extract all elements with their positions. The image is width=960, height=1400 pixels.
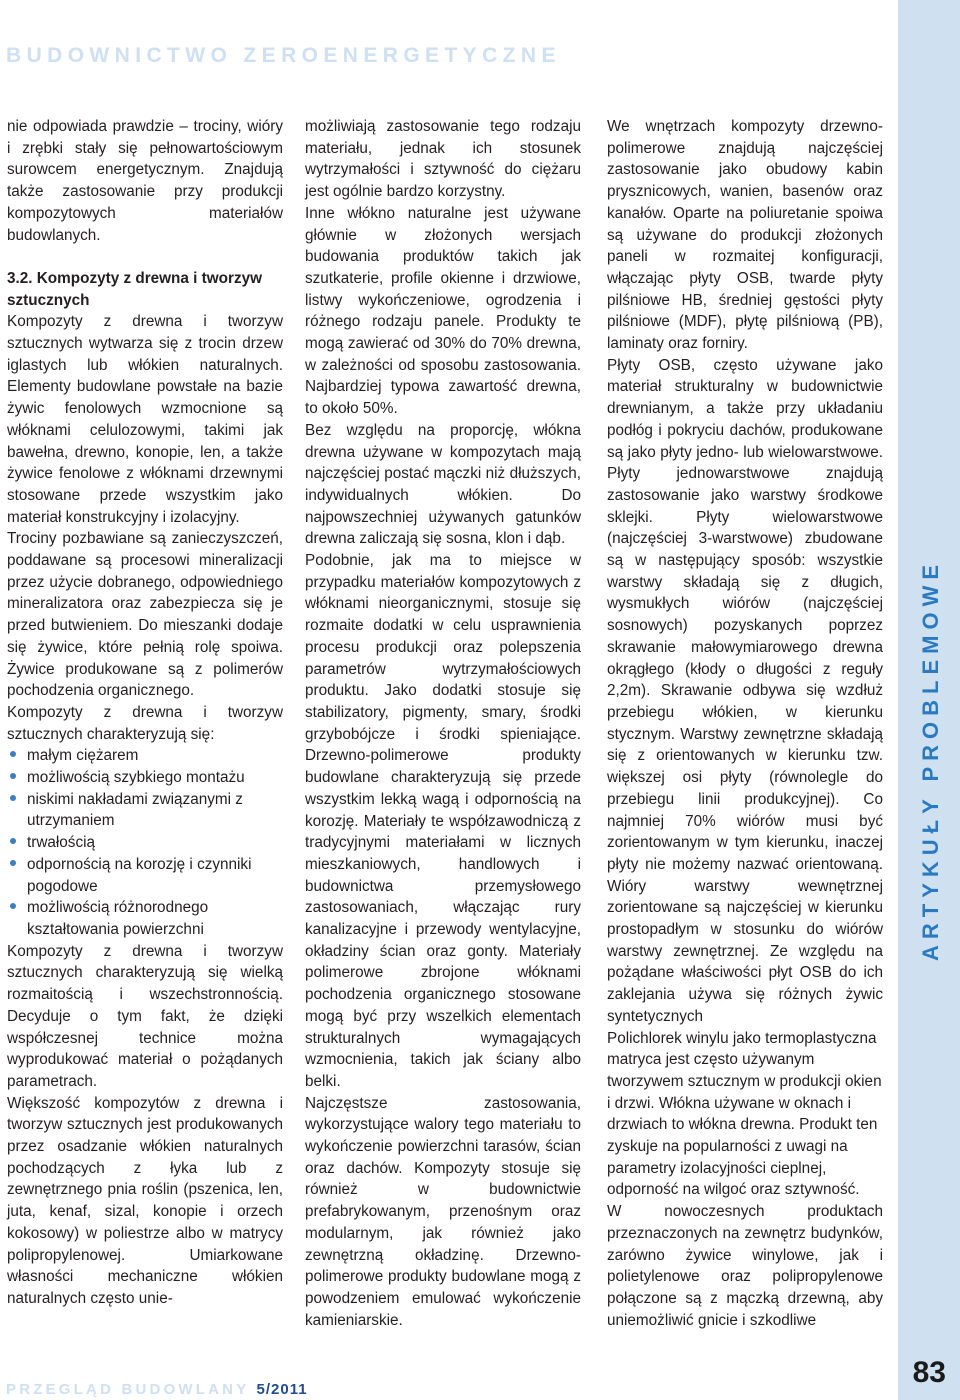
list-item: możliwością szybkiego montażu — [7, 767, 283, 789]
text-column-2 — [305, 116, 581, 1331]
bullet-icon — [10, 773, 16, 779]
paragraph: Polichlorek winylu jako termoplastyczna matryca jest często używanym tworzywem sztucznym w produkcji okien i drzwi. Włókna używane w oknach i drzwiach to włókna drewna. Produkt ten zyskuje na popularności z uwagi na parametry izolacyjności cieplnej, odporność na wilgoć oraz sztywność. — [607, 1029, 882, 1199]
bullet-list — [7, 745, 283, 940]
paragraph: Trociny pozbawiane są zanieczyszczeń, poddawane są procesowi mineralizacji przez użycie dobranego, odpowiedniego mineralizatora oraz zabezpiecza się je przed butwieniem. Do mieszanki dodaje się żywice, które pełnią rolę spoiwa. Żywice produkowane są z polimerów pochodzenia organicznego. — [7, 530, 283, 700]
bullet-icon — [10, 860, 16, 866]
section-heading: 3.2. Kompozyty z drewna i tworzyw sztucznych — [7, 269, 262, 309]
section-label: ARTYKUŁY PROBLEMOWE — [918, 558, 943, 962]
paragraph: nie odpowiada prawdzie – trociny, wióry i zrębki stały się pełnowartościowym surowcem energetycznym. Znajdują także zastosowanie przy produkcji kompozytowych materiałów budowlanych. — [7, 118, 283, 244]
paragraph: W nowoczesnych produktach przeznaczonych na zewnętrz budynków, zarówno żywice winylowe, jak i polietylenowe oraz polipropylenowe połączone są z mączką drzewną, aby uniemożliwić gnicie i szkodliwe — [607, 1203, 883, 1329]
running-header: BUDOWNICTWO ZEROENERGETYCZNE — [6, 44, 561, 67]
paragraph: Płyty OSB, często używane jako materiał strukturalny w budownictwie drewnianym, a także przy układaniu podłóg i pokryciu dachów, produkowane są jako płyty jedno- lub wielowarstwowe. Płyty jednowarstwowe znajdują zastosowanie jako warstwy środkowe sklejki. Płyty wielowarstwowe (najczęściej 3-warstwowe) zbudowane są w następujący sposób: wszystkie warstwy składają się z długich, wysmukłych wiórów (najczęściej sosnowych) pozyskanych poprzez skrawanie małowymiarowego drewna okrągłego (kłody o długości z reguły 2,2m). Skrawanie odbywa się wzdłuż przebiegu włókien, w kierunku stycznym. Warstwy zewnętrzne składają się z orientowanych w kierunku tzw. większej osi płyty (równolegle do przebiegu linii produkcyjnej). Co najmniej 70% wiórów musi być zorientowanym w tym kierunku, inaczej płyty nie możemy nazwać orientowaną. Wióry warstwy wewnętrznej zorientowane są najczęściej w kierunku prostopadłym w stosunku do wiórów warstwy zewnętrznej. Ze względu na pożądane właściwości płyt OSB do ich zaklejania używa się różnych żywic syntetycznych — [607, 356, 883, 1025]
publication-name: PRZEGLĄD BUDOWLANY — [6, 1381, 250, 1398]
paragraph: Bez względu na proporcję, włókna drewna używane w kompozytach mają najczęściej postać mączki niż dłuższych, indywidualnych włókien. Do najpowszechniej używanych gatunków drewna zaliczają się sosna, klon i dąb. — [305, 421, 581, 548]
paragraph: Większość kompozytów z drewna i tworzyw sztucznych jest produkowanych przez osadzanie włókien naturalnych pochodzących z łyka lub z zewnętrznego pnia roślin (pszenica, len, juta, kenaf, sizal, konopie i orzech kokosowy) w poliestrze albo w matrycy polipropylenowej. Umiarkowane własności mechaniczne włókien naturalnych często unie- — [7, 1094, 283, 1307]
list-item: trwałością — [7, 832, 283, 854]
bullet-icon — [10, 795, 16, 801]
list-item: odpornością na korozję i czynniki pogodowe — [7, 854, 283, 897]
list-item: możliwością różnorodnego kształtowania powierzchni — [7, 897, 283, 940]
paragraph: Kompozyty z drewna i tworzyw sztucznych wytwarza się z trocin drzew iglastych lub włókien naturalnych. Elementy budowlane powstałe na bazie żywic fenolowych wzmocnione są włóknami celulozowymi, takimi jak bawełna, drewno, konopie, len, a także żywice fenolowe z włóknami drzewnymi stosowane przede wszystkim jako materiał konstrukcyjny i izolacyjny. — [7, 313, 283, 526]
text-column-3 — [607, 116, 883, 1331]
list-item: małym ciężarem — [7, 745, 283, 767]
list-item: niskimi nakładami związanymi z utrzymaniem — [7, 789, 283, 832]
footer — [6, 1381, 308, 1398]
paragraph: Inne włókno naturalne jest używane głównie w złożonych wersjach budowania produktów takich jak szutkaterie, profile okienne i drzwiowe, listwy wykończeniowe, ogrodzenia i różnego rodzaju panele. Produkty te mogą zawierać od 30% do 70% drewna, w zależności od sposobu zastosowania. Najbardziej typowa zawartość drewna, to około 50%. — [305, 204, 581, 418]
paragraph: Kompozyty z drewna i tworzyw sztucznych charakteryzują się: — [7, 703, 283, 743]
bullet-icon — [10, 751, 16, 757]
paragraph: We wnętrzach kompozyty drzewno-polimerowe znajdują najczęściej zastosowanie jako obudowy kabin prysznicowych, wanien, basenów oraz kanałów. Oparte na poliuretanie spoiwa są używane do produkcji złożonych paneli w rozmaitej konfiguracji, włączając płyty OSB, twarde płyty pilśniowe HB, średniej gęstości płyty pilśniowe (MDF), płytę pilśniową (PB), laminaty oraz forniry. — [607, 118, 883, 353]
bullet-icon — [10, 903, 16, 909]
paragraph: Kompozyty z drewna i tworzyw sztucznych charakteryzują się wielką rozmaitością i wszechstronnością. Decyduje o tym fakt, że dzięki współczesnej technice można wyprodukować materiał o pożądanych parametrach. — [7, 942, 283, 1090]
paragraph: możliwiają zastosowanie tego rodzaju materiału, jednak ich stosunek wytrzymałości i sztywność do ciężaru jest ogólnie bardzo korzystny. — [305, 118, 581, 201]
paragraph: Podobnie, jak ma to miejsce w przypadku materiałów kompozytowych z włóknami nieorganicznymi, stosuje się rozmaite dodatki w celu usprawnienia procesu produkcji oraz polepszenia parametrów wytrzymałościowych produktu. Jako dodatki stosuje się stabilizatory, pigmenty, smary, środki grzybobójcze i środki spieniające. Drzewno-polimerowe produkty budowlane charakteryzują się przede wszystkim lekką wagą i odpornością na korozję. Materiały te współzawodniczą z tradycyjnymi materiałami w licznych mieszkaniowych, handlowych i budownictwa przemysłowego zastosowaniach, włączając rury kanalizacyjne i przewody wentylacyjne, okładziny ścian oraz gonty. Materiały polimerowe zbrojone włóknami pochodzenia organicznego stosowane mogą być przy wszelkich elementach strukturalnych wymagających wzmocnienia, takich jak ściany albo belki. — [305, 552, 581, 1090]
paragraph: Najczęstsze zastosowania, wykorzystujące walory tego materiału to wykończenie powierzchni tarasów, ścian oraz dachów. Kompozyty stosuje się również w budownictwie prefabrykowanym, przenośnym oraz modularnym, jak również jako zewnętrzną okładzinę. Drzewno-polimerowe produkty budowlane mogą z powodzeniem emulować wykończenie kamieniarskie. — [305, 1094, 581, 1329]
issue-number: 5/2011 — [256, 1381, 308, 1398]
bullet-icon — [10, 838, 16, 844]
page-number: 83 — [912, 1356, 946, 1389]
text-column-1 — [7, 116, 283, 1310]
